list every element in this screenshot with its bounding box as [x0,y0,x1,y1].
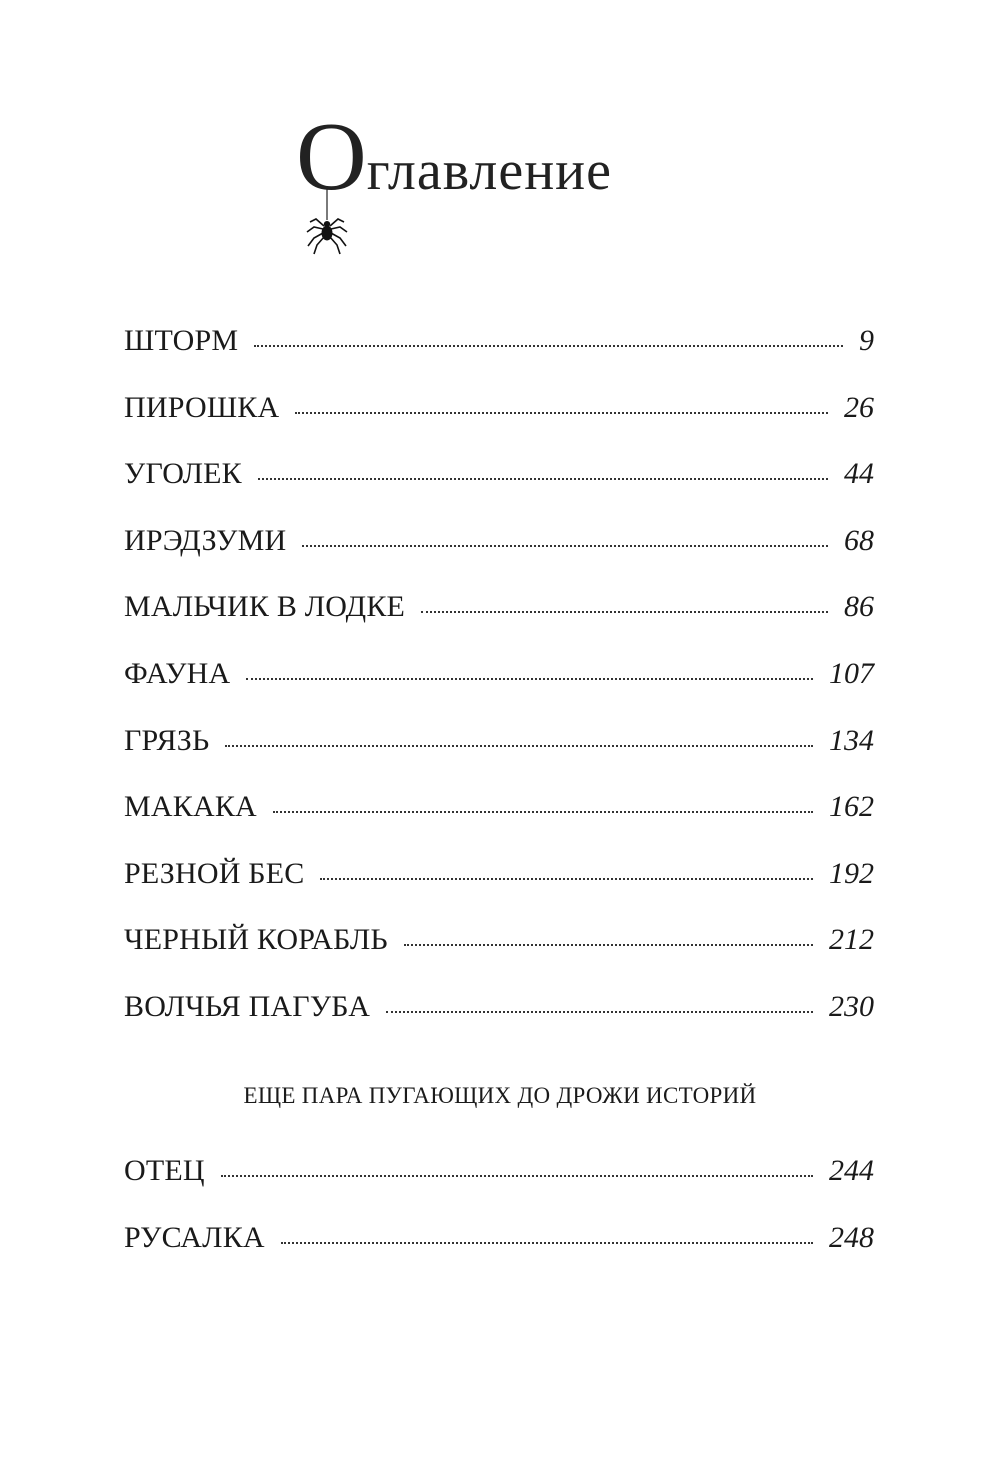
toc-entry[interactable] [124,523,874,593]
dot-leader [225,745,813,747]
toc-entry-title: ФАУНА [124,656,231,690]
toc-entry-title: УГОЛЕК [124,457,242,491]
section-subheading: ЕЩЕ ПАРА ПУГАЮЩИХ ДО ДРОЖИ ИСТОРИЙ [243,1083,757,1108]
table-of-contents [124,326,874,1059]
spider-icon [302,186,352,258]
toc-entry[interactable] [124,925,874,992]
dot-leader [254,345,843,347]
toc-entry[interactable] [124,723,874,793]
toc-entry-page-number: 107 [829,656,874,690]
dot-leader [302,545,828,547]
toc-entry-page-number: 86 [844,590,874,624]
table-of-contents-extra [124,1156,874,1289]
toc-entry-page-number: 26 [844,390,874,424]
toc-entry-page-number: 68 [844,523,874,557]
toc-entry-title: ЧЕРНЫЙ КОРАБЛЬ [124,923,388,957]
toc-entry-page-number: 212 [829,923,874,957]
toc-entry-title: РЕЗНОЙ БЕС [124,856,305,890]
dot-leader [221,1175,813,1177]
toc-entry-page-number: 162 [829,790,874,824]
toc-entry-page-number: 230 [829,989,874,1023]
toc-entry-title: ОТЕЦ [124,1154,205,1187]
toc-entry-page-number: 192 [829,856,874,890]
toc-entry-page-number: 9 [859,324,874,357]
dot-leader [258,478,828,480]
dot-leader [421,611,828,613]
toc-entry[interactable] [124,592,874,659]
toc-entry-title: ГРЯЗЬ [124,723,210,757]
toc-entry[interactable] [124,326,874,393]
toc-entry-title: ПИРОШКА [124,390,280,424]
toc-entry-title: РУСАЛКА [124,1220,265,1254]
title-rest: главление [366,140,613,202]
toc-entry-title: ВОЛЧЬЯ ПАГУБА [124,989,371,1023]
toc-entry-page-number: 44 [844,457,874,491]
title-block [0,103,1000,258]
dot-leader [320,878,813,880]
toc-entry[interactable] [124,792,874,859]
toc-entry-page-number: 248 [829,1220,874,1254]
dot-leader [404,944,813,946]
toc-entry[interactable] [124,1156,874,1223]
toc-entry[interactable] [124,656,874,726]
dot-leader [246,678,813,680]
toc-entry[interactable] [124,459,874,526]
toc-entry-title: ИРЭДЗУМИ [124,523,287,557]
dot-leader [281,1242,813,1244]
toc-entry[interactable] [124,989,874,1059]
dot-leader [295,412,828,414]
toc-entry[interactable] [124,856,874,926]
dot-leader [386,1011,813,1013]
dot-leader [273,811,813,813]
toc-entry-title: ШТОРМ [124,324,239,357]
toc-entry[interactable] [124,1220,874,1290]
toc-entry[interactable] [124,390,874,460]
toc-entry-page-number: 244 [829,1154,874,1187]
toc-entry-title: МАЛЬЧИК В ЛОДКЕ [124,590,406,624]
toc-entry-title: МАКАКА [124,790,257,824]
toc-entry-page-number: 134 [829,723,874,757]
title-initial: О [296,103,367,211]
